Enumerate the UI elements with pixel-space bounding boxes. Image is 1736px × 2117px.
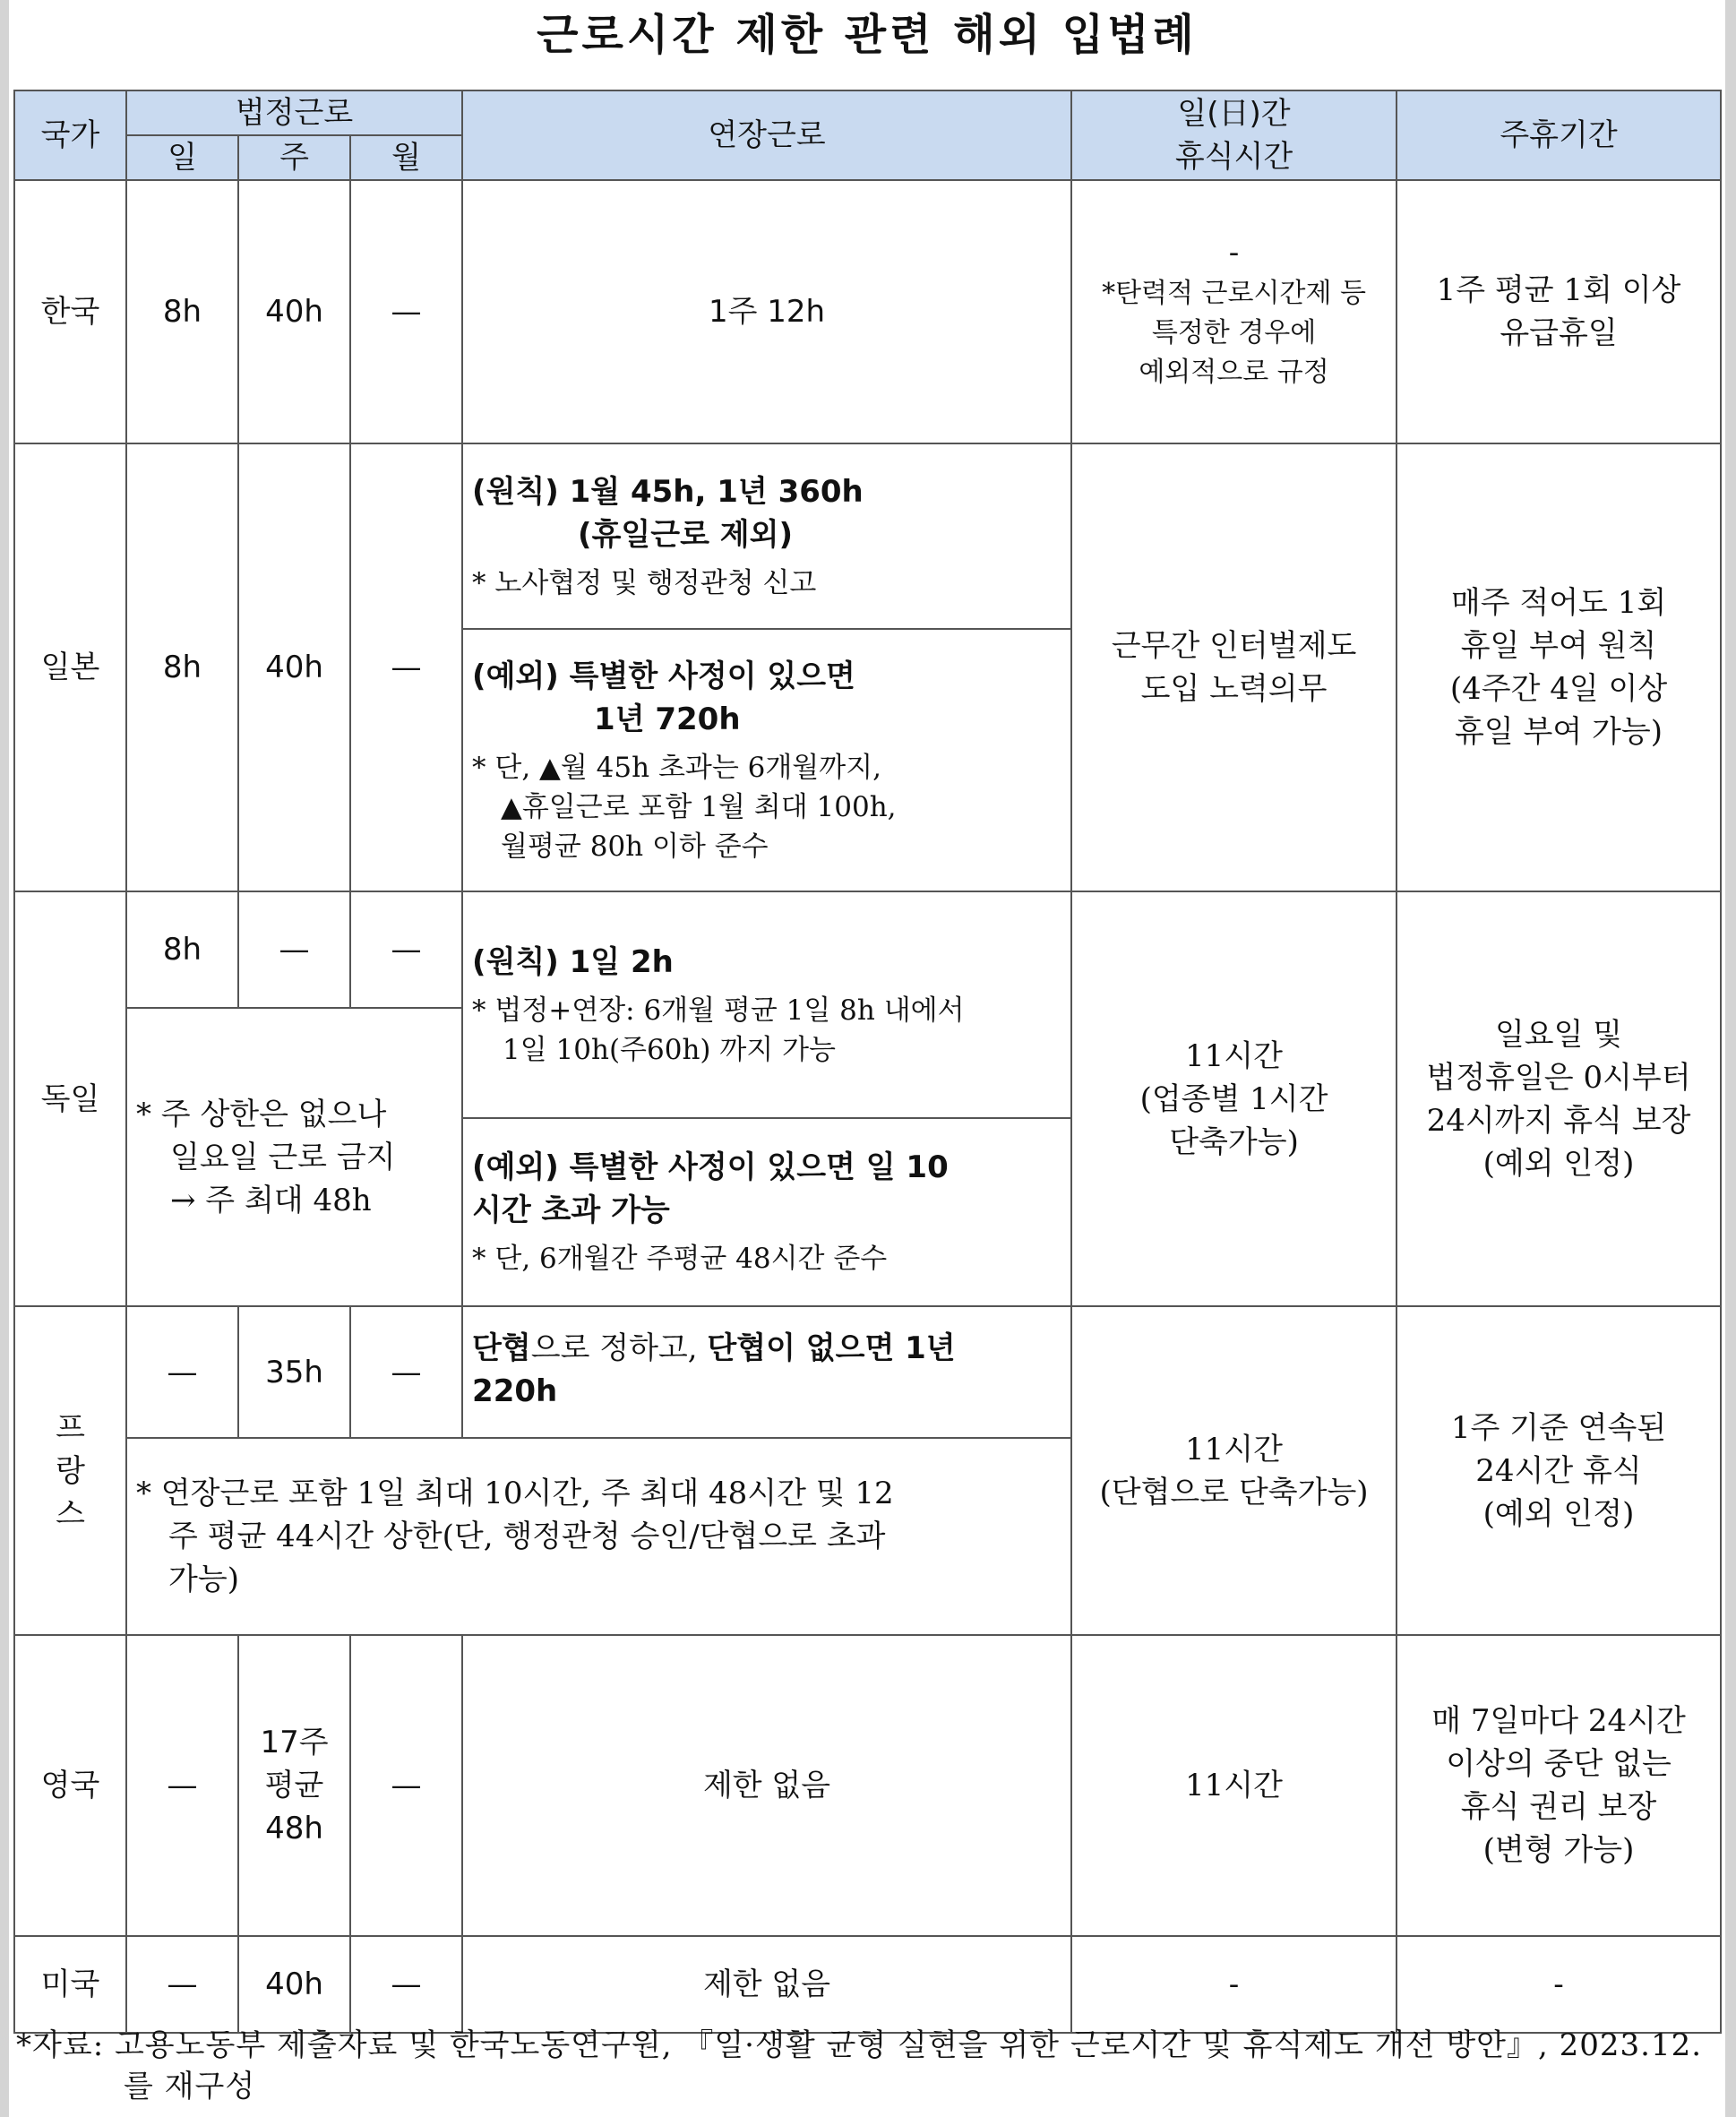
header-overtime: 연장근로 — [462, 90, 1071, 180]
header-daily-rest: 일(日)간 휴식시간 — [1071, 90, 1397, 180]
page-title: 근로시간 제한 관련 해외 입법례 — [537, 10, 1198, 60]
usa-daily-rest: - — [1071, 1936, 1397, 2033]
source-footnote: *자료: 고용노동부 제출자료 및 한국노동연구원, 『일·생활 균형 실현을 위한 근로시간 및 휴식제도 개선 방안』, 2023.12.를 재구성 — [16, 2027, 1703, 2104]
korea-week: 40h — [238, 180, 350, 443]
japan-overtime-exception: (예외) 특별한 사정이 있으면 1년 720h * 단, ▲월 45h 초과는 6개월까지, ▲휴일근로 포함 1월 최대 100h, 월평균 80h 이하 준수 — [462, 629, 1071, 891]
table-row-france-1 — [14, 1306, 1721, 1438]
germany-daily-rest: 11시간 (업종별 1시간 단축가능) — [1071, 891, 1397, 1306]
usa-week: 40h — [238, 1936, 350, 2033]
germany-day: 8h — [126, 891, 238, 1008]
korea-overtime: 1주 12h — [462, 180, 1071, 443]
usa-overtime: 제한 없음 — [462, 1936, 1071, 2033]
uk-weekly-rest: 매 7일마다 24시간 이상의 중단 없는 휴식 권리 보장 (변형 가능) — [1397, 1635, 1721, 1936]
document-page — [9, 0, 1725, 2117]
france-overtime: 단협으로 정하고, 단협이 없으면 1년 220h — [462, 1306, 1071, 1438]
france-day: — — [126, 1306, 238, 1438]
uk-day: — — [126, 1635, 238, 1936]
germany-month: — — [350, 891, 462, 1008]
table-row-korea — [14, 180, 1721, 443]
france-daily-rest: 11시간 (단협으로 단축가능) — [1071, 1306, 1397, 1635]
germany-overtime-principle: (원칙) 1일 2h * 법정+연장: 6개월 평균 1일 8h 내에서 1일 10h(주60h) 까지 가능 — [462, 891, 1071, 1118]
japan-overtime-principle: (원칙) 1월 45h, 1년 360h (휴일근로 제외) * 노사협정 및 행정관청 신고 — [462, 443, 1071, 629]
header-legal-work: 법정근로 — [126, 90, 462, 135]
uk-month: — — [350, 1635, 462, 1936]
korea-daily-rest: - *탄력적 근로시간제 등 특정한 경우에 예외적으로 규정 — [1071, 180, 1397, 443]
korea-weekly-rest: 1주 평균 1회 이상 유급휴일 — [1397, 180, 1721, 443]
country-japan: 일본 — [14, 443, 126, 891]
usa-day: — — [126, 1936, 238, 2033]
labor-law-table — [13, 90, 1722, 2034]
header-week: 주 — [238, 135, 350, 180]
table-row-germany-1 — [14, 891, 1721, 1008]
country-usa: 미국 — [14, 1936, 126, 2033]
country-uk: 영국 — [14, 1635, 126, 1936]
japan-month: — — [350, 443, 462, 891]
japan-weekly-rest: 매주 적어도 1회 휴일 부여 원칙 (4주간 4일 이상 휴일 부여 가능) — [1397, 443, 1721, 891]
france-weekly-rest: 1주 기준 연속된 24시간 휴식 (예외 인정) — [1397, 1306, 1721, 1635]
germany-week: — — [238, 891, 350, 1008]
country-korea: 한국 — [14, 180, 126, 443]
korea-month: — — [350, 180, 462, 443]
header-month: 월 — [350, 135, 462, 180]
header-row-1 — [14, 90, 1721, 135]
germany-legal-note: * 주 상한은 없으나 일요일 근로 금지 → 주 최대 48h — [126, 1008, 462, 1306]
france-week: 35h — [238, 1306, 350, 1438]
uk-daily-rest: 11시간 — [1071, 1635, 1397, 1936]
germany-weekly-rest: 일요일 및 법정휴일은 0시부터 24시까지 휴식 보장 (예외 인정) — [1397, 891, 1721, 1306]
country-france: 프 랑 스 — [14, 1306, 126, 1635]
japan-day: 8h — [126, 443, 238, 891]
japan-week: 40h — [238, 443, 350, 891]
france-month: — — [350, 1306, 462, 1438]
header-day: 일 — [126, 135, 238, 180]
table-row-usa — [14, 1936, 1721, 2033]
france-combined-note: * 연장근로 포함 1일 최대 10시간, 주 최대 48시간 및 12 주 평균 44시간 상한(단, 행정관청 승인/단협으로 초과 가능) — [126, 1438, 1071, 1635]
germany-overtime-exception: (예외) 특별한 사정이 있으면 일 10 시간 초과 가능 * 단, 6개월간 주평균 48시간 준수 — [462, 1118, 1071, 1306]
uk-overtime: 제한 없음 — [462, 1635, 1071, 1936]
table-row-japan-1 — [14, 443, 1721, 629]
table-row-uk — [14, 1635, 1721, 1936]
korea-day: 8h — [126, 180, 238, 443]
usa-weekly-rest: - — [1397, 1936, 1721, 2033]
uk-week: 17주 평균 48h — [238, 1635, 350, 1936]
header-country: 국가 — [14, 90, 126, 180]
usa-month: — — [350, 1936, 462, 2033]
header-weekly-rest: 주휴기간 — [1397, 90, 1721, 180]
country-germany: 독일 — [14, 891, 126, 1306]
japan-daily-rest: 근무간 인터벌제도 도입 노력의무 — [1071, 443, 1397, 891]
